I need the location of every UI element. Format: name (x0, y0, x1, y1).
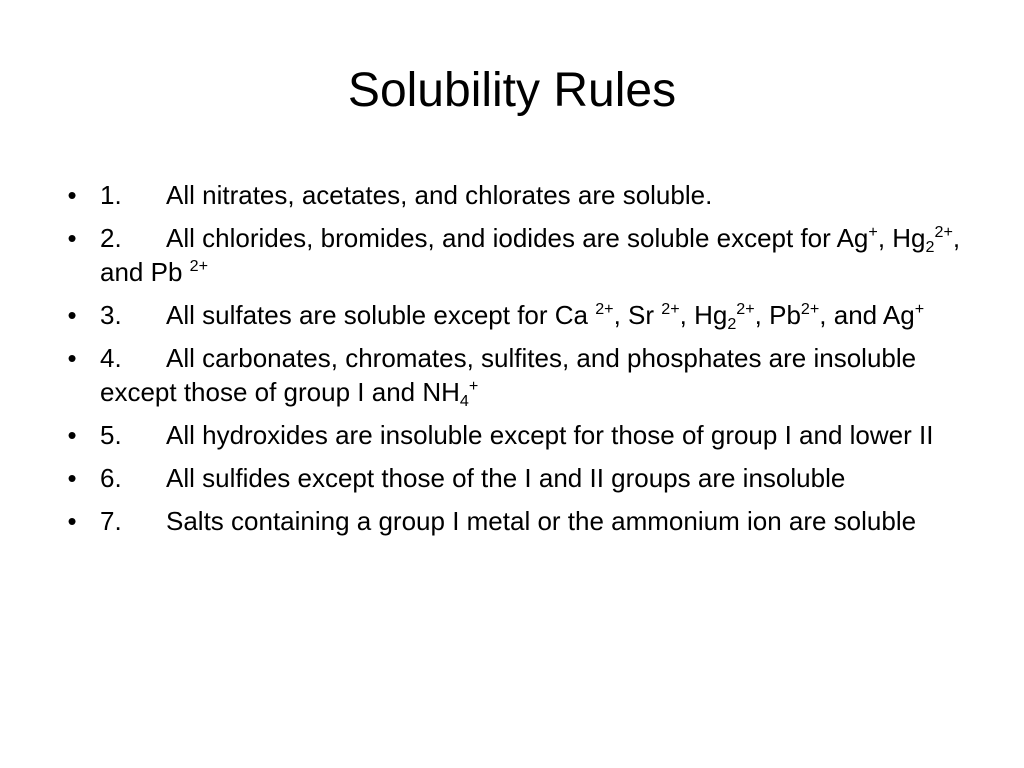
rule-text: All sulfides except those of the I and II groups are insoluble (166, 463, 846, 493)
charge-superscript: 2+ (661, 299, 680, 318)
rule-text: , Hg (679, 300, 728, 330)
slide-title: Solubility Rules (347, 64, 677, 117)
bullet-icon: • (67, 343, 77, 373)
rule-2 (62, 221, 962, 289)
rule-text: All carbonates, chromates, sulfites, and phosphates are insoluble except those of group I and NH (100, 343, 917, 407)
rule-7 (62, 504, 962, 538)
rule-text: , Pb (754, 300, 801, 330)
bullet-icon: • (67, 506, 77, 536)
rule-number: 1. (100, 180, 122, 210)
rule-text: , Sr (613, 300, 662, 330)
count-subscript: 2 (925, 237, 935, 256)
rule-text: All chlorides, bromides, and iodides are soluble except for Ag (166, 223, 869, 253)
rule-number: 5. (100, 420, 122, 450)
rule-text: All sulfates are soluble except for Ca (166, 300, 596, 330)
rule-number: 4. (100, 343, 122, 373)
rules-list (62, 178, 962, 547)
charge-superscript: + (468, 376, 479, 395)
charge-superscript: + (914, 299, 925, 318)
rule-text: All hydroxides are insoluble except for those of group I and lower II (166, 420, 934, 450)
rule-text: , and Ag (819, 300, 915, 330)
rule-4 (62, 341, 962, 409)
bullet-icon: • (67, 463, 77, 493)
bullet-icon: • (67, 180, 77, 210)
charge-superscript: 2+ (736, 299, 755, 318)
rule-text: All nitrates, acetates, and chlorates are soluble. (166, 180, 713, 210)
rule-text: , and Pb (100, 223, 961, 287)
rule-5 (62, 418, 962, 452)
bullet-icon: • (67, 420, 77, 450)
rule-text: , Hg (877, 223, 926, 253)
rule-number: 3. (100, 300, 122, 330)
rule-1 (62, 178, 962, 212)
rule-3 (62, 298, 962, 332)
count-subscript: 2 (727, 314, 737, 333)
rule-text: Salts containing a group I metal or the ammonium ion are soluble (166, 506, 917, 536)
count-subscript: 4 (459, 391, 469, 410)
bullet-icon: • (67, 300, 77, 330)
rule-number: 6. (100, 463, 122, 493)
charge-superscript: + (868, 222, 878, 241)
bullet-icon: • (67, 223, 77, 253)
charge-superscript: 2+ (934, 222, 953, 241)
charge-superscript: 2+ (800, 299, 820, 318)
rule-6 (62, 461, 962, 495)
charge-superscript: 2+ (595, 299, 614, 318)
rule-number: 2. (100, 223, 122, 253)
rule-number: 7. (100, 506, 122, 536)
charge-superscript: 2+ (189, 256, 209, 275)
